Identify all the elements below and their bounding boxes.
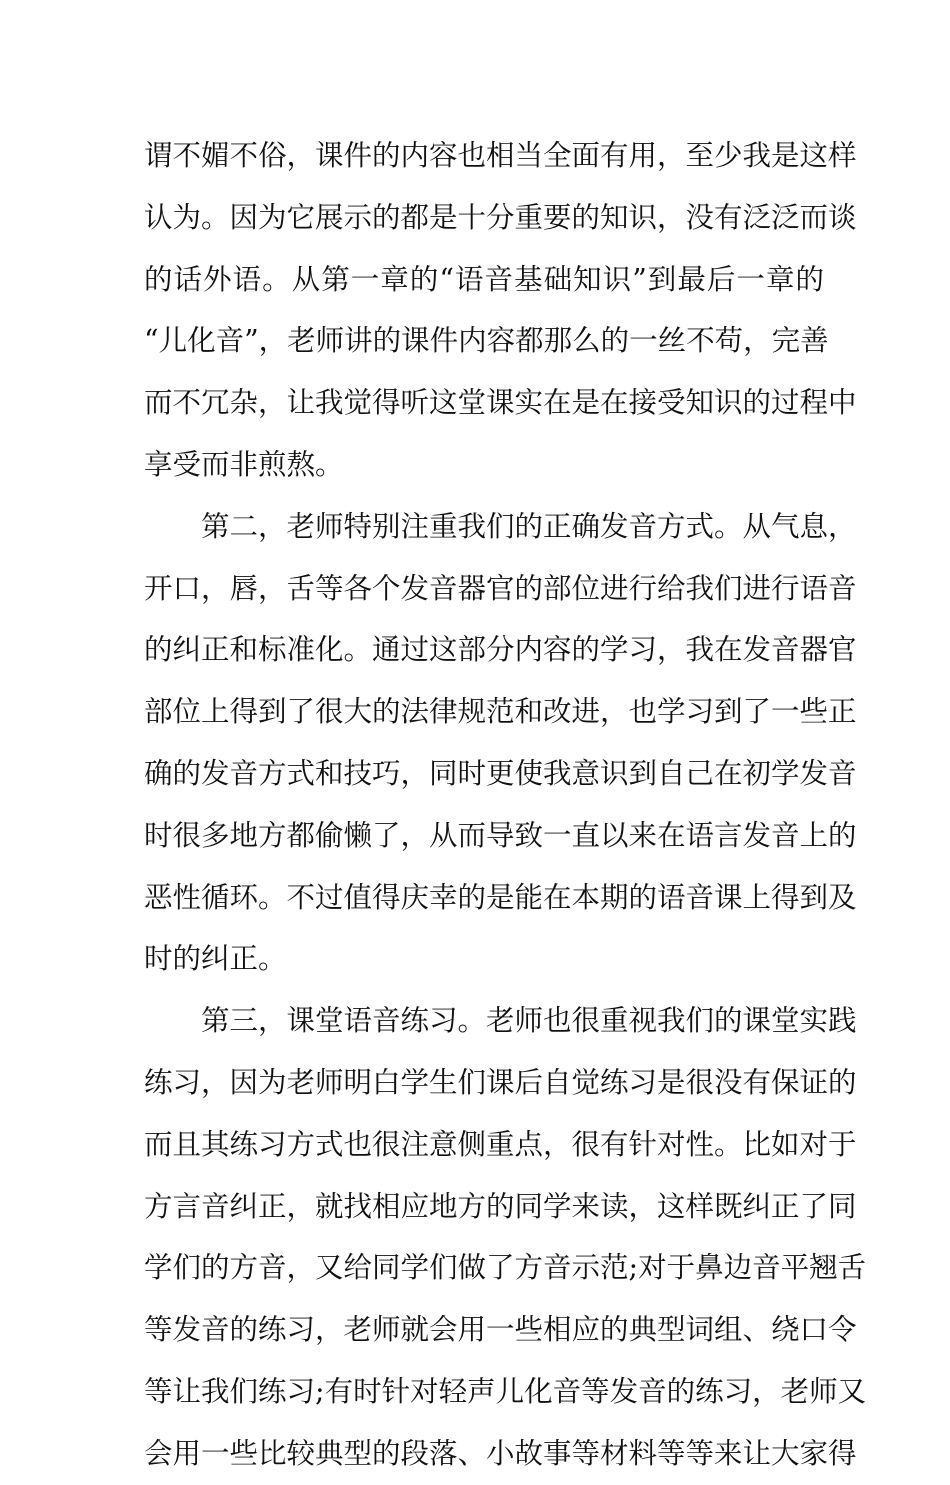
text-line: 而且其练习方式也很注意侧重点，很有针对性。比如对于 bbox=[144, 1127, 857, 1161]
text-line: 享受而非煎熬。 bbox=[144, 447, 344, 481]
paragraph-1 bbox=[144, 125, 857, 496]
text-line: 时很多地方都偷懒了，从而导致一直以来在语言发音上的 bbox=[144, 818, 857, 852]
text-line: “儿化音”，老师讲的课件内容都那么的一丝不苟，完善 bbox=[144, 324, 829, 358]
text-line: 认为。因为它展示的都是十分重要的知识，没有泛泛而谈 bbox=[144, 200, 857, 234]
text-line: 学们的方音，又给同学们做了方音示范;对于鼻边音平翘舌 bbox=[144, 1251, 867, 1285]
text-line: 时的纠正。 bbox=[144, 942, 287, 976]
text-line: 的话外语。从第一章的“语音基础知识”到最后一章的 bbox=[144, 262, 824, 296]
text-line: 谓不媚不俗，课件的内容也相当全面有用，至少我是这样 bbox=[144, 139, 857, 172]
text-line: 方言音纠正，就找相应地方的同学来读，这样既纠正了同 bbox=[144, 1189, 857, 1223]
text-line: 部位上得到了很大的法律规范和改进，也学习到了一些正 bbox=[144, 695, 857, 729]
text-line: 的纠正和标准化。通过这部分内容的学习，我在发音器官 bbox=[144, 633, 857, 667]
paragraph-2 bbox=[144, 496, 857, 990]
text-line: 练习，因为老师明白学生们课后自觉练习是很没有保证的 bbox=[144, 1065, 857, 1099]
text-line: 确的发音方式和技巧，同时更使我意识到自己在初学发音 bbox=[144, 756, 857, 790]
text-line: 恶性循环。不过值得庆幸的是能在本期的语音课上得到及 bbox=[144, 880, 857, 914]
text-line: 等发音的练习，老师就会用一些相应的典型词组、绕口令 bbox=[144, 1313, 857, 1347]
text-line: 第二，老师特别注重我们的正确发音方式。从气息， bbox=[201, 509, 857, 543]
text-line: 等让我们练习;有时针对轻声儿化音等发音的练习，老师又 bbox=[144, 1374, 867, 1408]
paragraph-3 bbox=[144, 990, 867, 1484]
text-line: 开口，唇，舌等各个发音器官的部位进行给我们进行语音 bbox=[144, 571, 857, 605]
text-line: 第三，课堂语音练习。老师也很重视我们的课堂实践 bbox=[201, 1004, 857, 1038]
body-text bbox=[144, 125, 867, 1485]
text-line: 而不冗杂，让我觉得听这堂课实在是在接受知识的过程中 bbox=[144, 386, 857, 420]
text-line: 会用一些比较典型的段落、小故事等材料等等来让大家得 bbox=[144, 1436, 857, 1470]
